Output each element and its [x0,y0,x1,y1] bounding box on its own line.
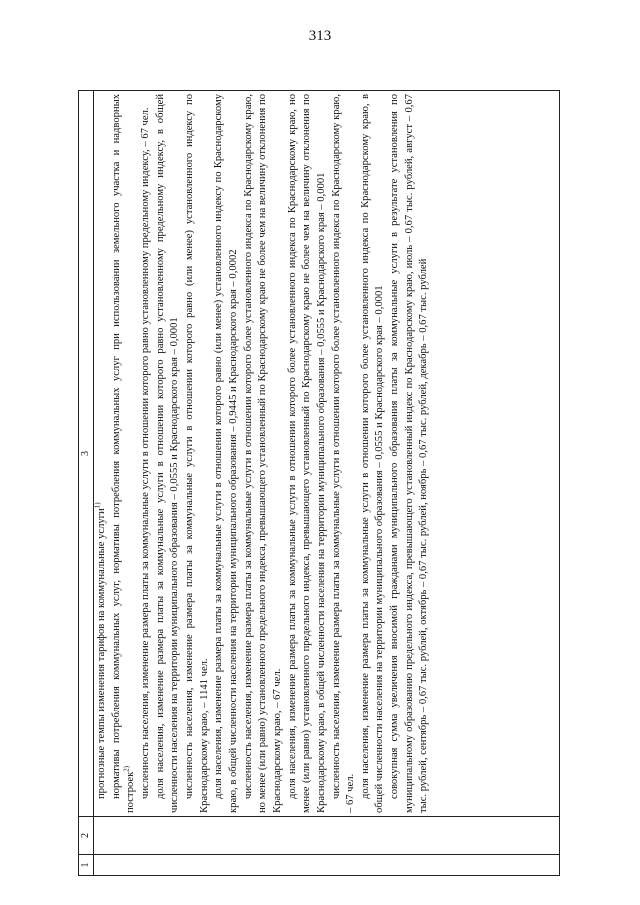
table-row [94,91,560,876]
cell-col-2 [94,817,560,855]
paragraph: доля населения, изменение размера платы за коммунальные услуги в отношении которого более установленного индекса по Краснодарскому краю, но менее (или равно) установленного предельного индекса, превышающего установленный по Краснодарскому краю не более чем на величину отклонения по Краснодарскому краю, в общей численности населения на территории муниципального образования – 0,0555 и Краснодарского края – 0,0001 [286,94,327,813]
header-col-2: 2 [79,817,94,855]
paragraph: численность населения, изменение размера платы за коммунальные услуги в отношении которого равно (или менее) установленного индексу по Краснодарскому краю, – 1141 чел. [183,94,210,813]
paragraph: численность населения, изменение размера платы за коммунальные услуги в отношении которого равно установленному предельному индексу, – 67 чел. [139,107,151,799]
footnote-mark: 2) [122,765,131,772]
rotated-table-container [78,94,560,876]
paragraph: доля населения, изменение размера платы за коммунальные услуги в отношении которого равно установленному предельному индексу, в общей численности населения на территории муниципального образования – 0,0555 и Краснодарского края – 0,0001 [154,94,181,813]
header-col-1: 1 [79,855,94,876]
data-table [78,90,560,876]
paragraph: численность населения, изменение размера платы за коммунальные услуги в отношении которого более установленного индекса по Краснодарскому краю, но менее (или равно) установленного предельного индекса, превышающего установленный по Краснодарскому краю не более чем на величину отклонения по Краснодарскому краю, – 67 чел. [242,94,283,813]
page-number: 313 [308,28,332,44]
paragraph: прогнозные темпы изменения тарифов на коммунальные услуги$^{1)}$ [93,502,107,799]
paragraph: доля населения, изменение размера платы за коммунальные услуги в отношении которого более установленного индекса по Краснодарскому краю, в общей численности населения на территории муниципального образования – 0,0555 и Краснодарского края – 0,0001 [359,94,386,813]
paragraph: совокупная сумма увеличения вносимой гражданами муниципального образования платы за коммунальные услуги в результате установления по муниципальному образованию предельного индекса, превышающего установленный индекс по Краснодарскому краю, июль – 0,67 тыс. рублей, август – 0,67 тыс. рублей, сентябрь – 0,67 тыс. рублей, октябрь – 0,67 тыс. рублей, ноябрь – 0,67 тыс. рублей, декабрь – 0,67 тыс. рублей [389,94,430,813]
paragraph: нормативы потребления коммунальных услуг, нормативы потребления коммунальных услуг при использовании земельного участка и надворных построек$^{2)}$ [110,94,137,813]
table-header-row [79,91,94,876]
paragraph: доля населения, изменение размера платы за коммунальные услуги в отношении которого равно (или менее) установленного индексу по Краснодарскому краю, в общей численности населения на территории муниципального образования – 0,9445 и Краснодарского края – 0,0002 [213,94,239,813]
cell-col-3 [94,91,560,817]
cell-content [94,91,432,816]
paragraph: численность населения, изменение размера платы за коммунальные услуги в отношении которого более установленного индекса по Краснодарскому краю, – 67 чел. [330,94,357,813]
footnote-mark: 1) [93,502,102,509]
header-col-3: 3 [79,91,94,817]
cell-col-1 [94,855,560,876]
